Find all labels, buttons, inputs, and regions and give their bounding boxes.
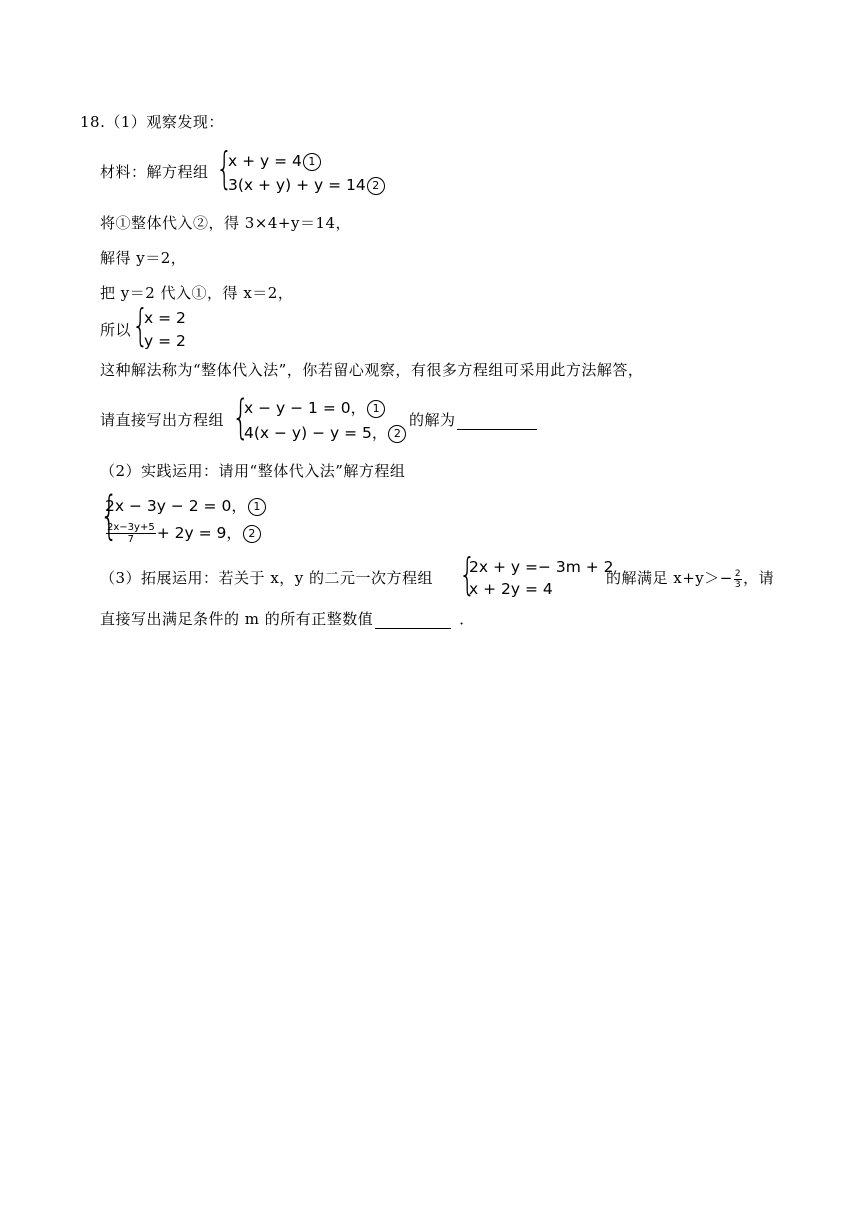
circled-number-1: 1: [303, 153, 321, 171]
fraction: $\frac{2x-3y+5}{7}$: [107, 522, 155, 545]
material-prefix: 材料：解方程组: [100, 163, 209, 181]
step-2: 解得 y＝2，: [100, 249, 187, 267]
part2-title: （2）实践运用：请用“整体代入法”解方程组: [100, 462, 406, 480]
so-prefix: 所以: [100, 321, 132, 339]
material-equation-1: x + y = 4 1: [228, 151, 321, 171]
left-brace: {: [216, 143, 233, 194]
answer-blank[interactable]: [457, 411, 537, 430]
fraction: $\frac{2}{3}$: [734, 568, 742, 590]
q1-system: [232, 390, 412, 445]
left-brace: {: [232, 390, 250, 444]
left-brace: {: [100, 486, 119, 546]
q1-equation-1: x − y − 1 = 0， 1: [244, 398, 385, 418]
question-header: 18.（1）观察发现：: [80, 113, 224, 131]
part3-line2: 直接写出满足条件的 m 的所有正整数值 ．: [100, 610, 475, 628]
part2-equation-1: 2x − 3y − 2 = 0， 1: [105, 496, 266, 516]
part3-equation-2: x + 2y = 4: [469, 580, 553, 598]
step-3: 把 y＝2 代入①，得 x＝2，: [100, 284, 294, 302]
part3-prefix: （3）拓展运用：若关于 x，y 的二元一次方程组: [100, 569, 434, 587]
left-brace: {: [459, 549, 476, 600]
circled-number-1: 1: [248, 498, 266, 516]
method-text: 这种解法称为“整体代入法”，你若留心观察，有很多方程组可采用此方法解答，: [100, 361, 644, 379]
answer-blank[interactable]: [375, 610, 451, 629]
part2-equation-2: $\frac{2x-3y+5}{7}$ + 2y = 9， 2: [105, 522, 261, 545]
solution-system: [132, 300, 212, 353]
material-equation-2: 3(x + y) + y = 14 2: [228, 175, 385, 195]
circled-number-1: 1: [367, 400, 385, 418]
circled-number-2: 2: [243, 525, 261, 543]
part3-system: [459, 549, 614, 602]
left-brace: {: [132, 300, 149, 351]
part3-equation-1: 2x + y =− 3m + 2: [469, 558, 614, 576]
circled-number-2: 2: [388, 425, 406, 443]
solution-equation-2: y = 2: [144, 332, 186, 350]
material-system: [216, 143, 406, 196]
step-1: 将①整体代入②，得 3×4+y＝14，: [100, 214, 352, 232]
solution-equation-1: x = 2: [144, 309, 186, 327]
q1-suffix: 的解为: [409, 410, 537, 430]
circled-number-2: 2: [367, 177, 385, 195]
q1-equation-2: 4(x − y) − y = 5， 2: [244, 423, 406, 443]
part3-condition: 的解满足 x+y＞− $\frac{2}{3}$ ，请: [606, 568, 775, 590]
q1-prefix: 请直接写出方程组: [100, 411, 225, 429]
part2-system: [100, 486, 300, 550]
